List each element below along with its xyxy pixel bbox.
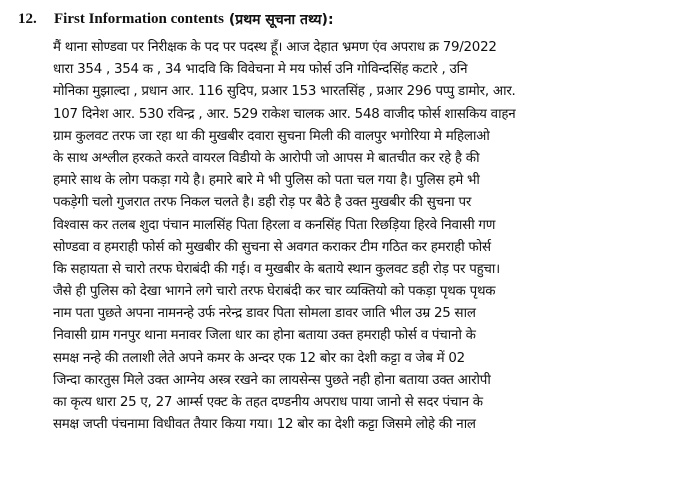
text-line: ग्राम कुलवट तरफ जा रहा था की मुखबीर दवारा सुचना मिली की वालपुर भगोरिया मे महिलाओ <box>53 128 490 144</box>
text-line: हमारे साथ के लोग पकड़ा गये है। हमारे बारे मे भी पुलिस को पता चल गया है। पुलिस हमे भी <box>53 173 480 189</box>
text-line: जैसे ही पुलिस को देखा भागने लगे चारो तरफ घेराबंदी कर चार व्यक्तियो को पकड़ा पृथक पृथक <box>53 284 496 300</box>
text-line: समक्ष जप्ती पंचनामा विधीवत तैयार किया गया। 12 बोर का देशी कट्टा जिसमे लोहे की नाल <box>53 417 476 433</box>
section-heading <box>18 6 334 32</box>
text-line: धारा 354 , 354 क , 34 भादवि कि विवेचना मे मय फोर्स उनि गोविन्दसिंह कटारे , उनि <box>53 62 468 78</box>
text-line: विश्वास कर तलब शुदा पंचान मालसिंह पिता हिरला व कनसिंह पिता रिछड़िया हिरवे निवासी गण <box>53 217 496 233</box>
text-line: जिन्दा कारतुस मिले उक्त आग्नेय अस्त्र रखने का लायसेन्स पुछते नही होना बताया उक्त आरोपी <box>53 372 491 388</box>
text-line: सोण्डवा व हमराही फोर्स को मुखबीर की सुचना से अवगत कराकर टीम गठित कर हमराही फोर्स <box>53 239 491 255</box>
text-line: समक्ष नन्हे की तलाशी लेते अपने कमर के अन्दर एक 12 बोर का देशी कट्टा व जेब में 02 <box>53 350 465 366</box>
text-line: पकड़ेगी चलो गुजरात तरफ निकल चलते है। डही रोड़ पर बैठे है उक्त मुखबीर की सुचना पर <box>53 195 472 211</box>
information-contents-body <box>53 37 700 436</box>
text-line: का कृत्य धारा 25 ए, 27 आर्म्स एक्ट के तहत दण्डनीय अपराध पाया जानो से सदर पंचान के <box>53 395 483 410</box>
section-title-hindi: (प्रथम सूचना तथ्य): <box>228 11 334 28</box>
text-line: 107 दिनेश आर. 530 रविन्द्र , आर. 529 राकेश चालक आर. 548 वाजीद फोर्स शासकिय वाहन <box>53 106 516 122</box>
section-number: 12. <box>18 10 37 27</box>
text-line: कि सहायता से चारो तरफ घेराबंदी की गई। व मुखबीर के बताये स्थान कुलवट डही रोड़ पर पहुचा। <box>53 261 500 277</box>
text-line: मैं थाना सोण्डवा पर निरीक्षक के पद पर पदस्थ हूँ। आज देहात भ्रमण एंव अपराध क्र 79/2022 <box>53 40 497 55</box>
text-line: के साथ अश्लील हरकते करते वायरल विडीयो के आरोपी जो आपस मे बातचीत कर रहे है की <box>53 150 480 166</box>
text-line: निवासी ग्राम गनपुर थाना मनावर जिला धार का होना बताया उक्त हमराही फोर्स व पंचानो के <box>53 328 476 344</box>
section-title: First Information contents <box>54 10 224 27</box>
text-line: नाम पता पुछते अपना नामनन्हे उर्फ नरेन्द्र डावर पिता सोमला डावर जाति भील उम्र 25 साल <box>53 306 476 322</box>
text-line: मोनिका मुझाल्दा , प्रधान आर. 116 सुदिप, प्रआर 153 भारतसिंह , प्रआर 296 पप्पु डामोर, आर. <box>53 84 516 100</box>
